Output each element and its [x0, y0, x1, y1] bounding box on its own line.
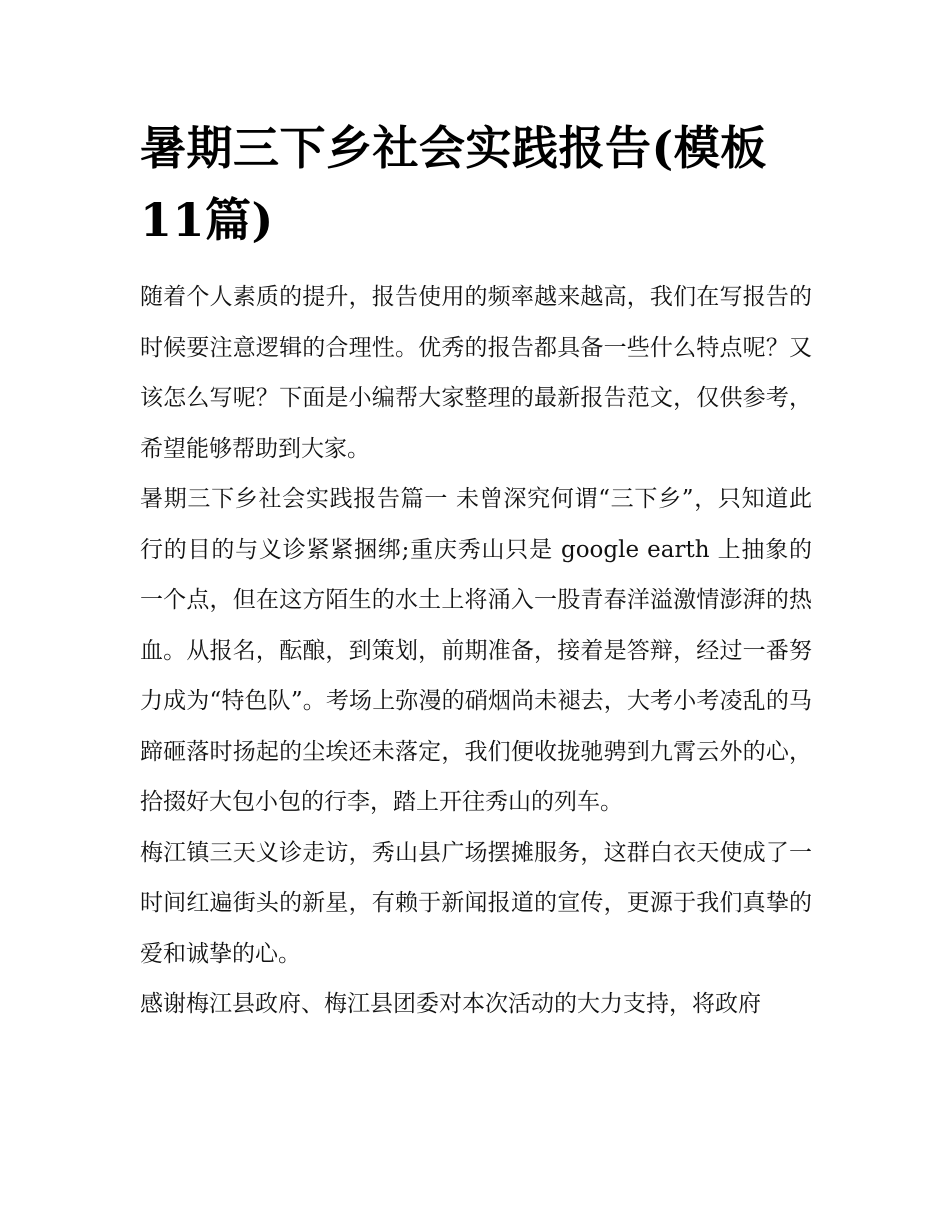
paragraph-report-part-one: 暑期三下乡社会实践报告篇一 未曾深究何谓“三下乡”，只知道此行的目的与义诊紧紧捆绑;重庆秀山只是 google earth 上抽象的一个点，但在这方陌生的水土上将涌入一股青春洋溢激情澎湃的热血。从报名，酝酿，到策划，前期准备，接着是答辩，经过一番努力成为“特色队”。考场上弥漫的硝烟尚未褪去，大考小考凌乱的马蹄砸落时扬起的尘埃还未落定，我们便收拢驰骋到九霄云外的心，拾掇好大包小包的行李，踏上开往秀山的列车。	[140, 486, 812, 815]
document-title: 暑期三下乡社会实践报告(模板11篇)	[140, 121, 767, 247]
paragraph-meijiang-clinic: 梅江镇三天义诊走访，秀山县广场摆摊服务，这群白衣天使成了一时间红遍街头的新星，有赖于新闻报道的宣传，更源于我们真挚的爱和诚挚的心。	[140, 839, 812, 967]
paragraph-acknowledgement: 感谢梅江县政府、梅江县团委对本次活动的大力支持，将政府	[140, 991, 761, 1017]
paragraph-intro: 随着个人素质的提升，报告使用的频率越来越高，我们在写报告的时候要注意逻辑的合理性。优秀的报告都具备一些什么特点呢？又该怎么写呢？下面是小编帮大家整理的最新报告范文，仅供参考，希望能够帮助到大家。	[140, 284, 812, 462]
document-body	[140, 112, 812, 1030]
